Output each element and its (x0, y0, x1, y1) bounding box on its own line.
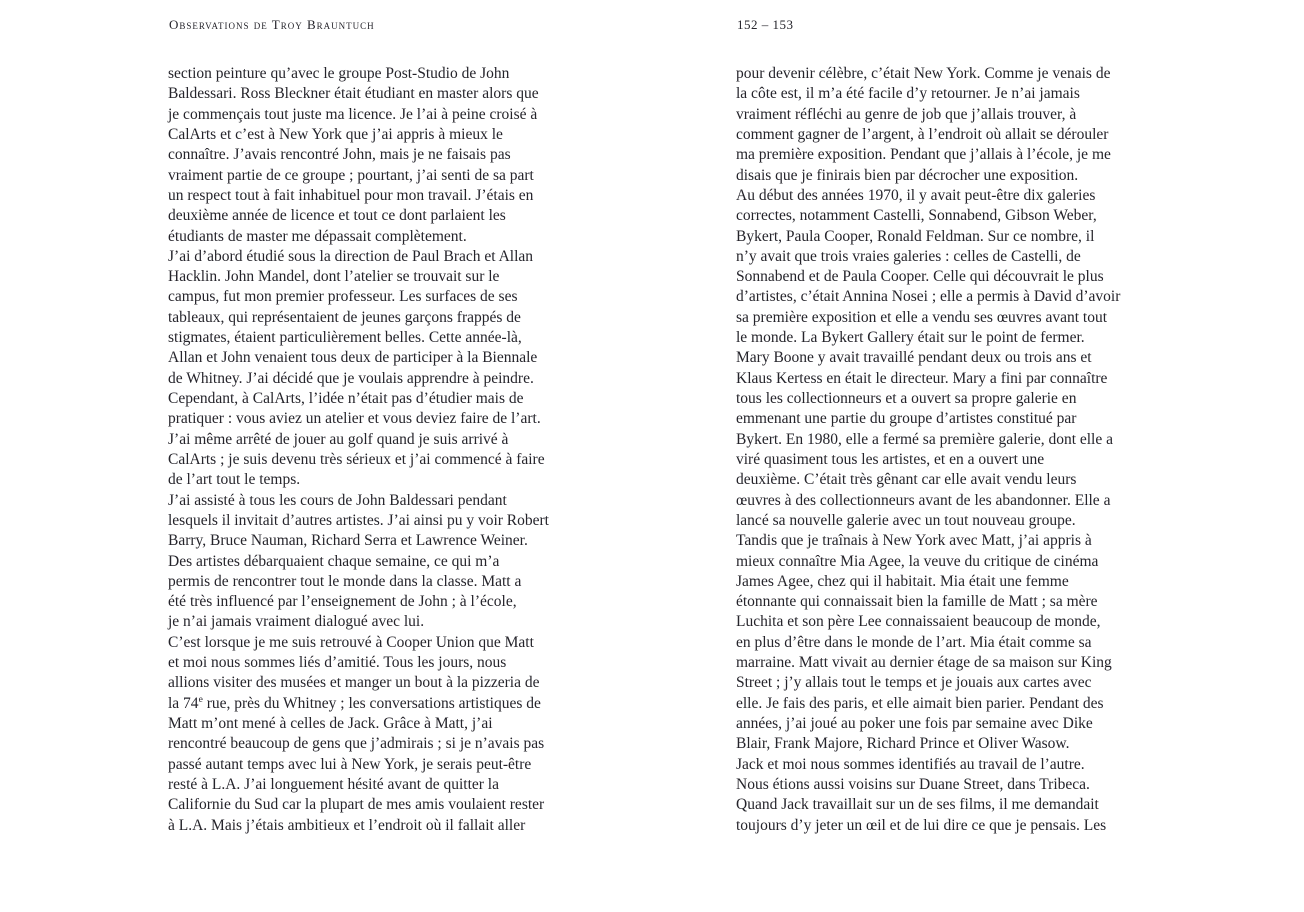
text-line: Bykert. En 1980, elle a fermé sa première galerie, dont elle a (736, 430, 1114, 448)
text-line: Hacklin. John Mandel, dont l’atelier se trouvait sur le (168, 268, 500, 286)
text-line: tableaux, qui représentaient de jeunes garçons frappés de (168, 308, 521, 326)
text-line: Nous étions aussi voisins sur Duane Street, dans Tribeca. (736, 775, 1090, 793)
running-title: Observations de Troy Brauntuch (169, 17, 375, 32)
text-line: Matt m’ont mené à celles de Jack. Grâce à Matt, j’ai (168, 715, 493, 732)
text-line: Blair, Frank Majore, Richard Prince et Oliver Wasow. (736, 735, 1070, 753)
text-line: Cependant, à CalArts, l’idée n’était pas d’étudier mais de (168, 390, 524, 407)
text-line: C’est lorsque je me suis retrouvé à Cooper Union que Matt (168, 633, 534, 651)
text-line: Barry, Bruce Nauman, Richard Serra et Lawrence Weiner. (168, 532, 528, 550)
text-line: CalArts et c’est à New York que j’ai appris à mieux le (168, 125, 503, 143)
text-line: de l’art tout le temps. (168, 471, 301, 489)
text-line: un respect tout à fait inhabituel pour mon travail. J’étais en (168, 186, 534, 204)
text-line: Californie du Sud car la plupart de mes amis voulaient rester (168, 796, 545, 814)
text-line: Mary Boone y avait travaillé pendant deux ou trois ans et (736, 349, 1092, 367)
text-line: passé autant temps avec lui à New York, je serais peut-être (168, 755, 532, 773)
right-text-column (736, 64, 1206, 836)
text-line: Bykert, Paula Cooper, Ronald Feldman. Sur ce nombre, il (736, 227, 1095, 245)
page-numbers: 152 – 153 (737, 17, 794, 32)
text-line: pour devenir célèbre, c’était New York. Comme je venais de (736, 65, 1111, 82)
text-line: stigmates, étaient particulièrement belles. Cette année-là, (168, 329, 522, 347)
text-line: Allan et John venaient tous deux de participer à la Biennale (168, 349, 538, 367)
text-line: je commençais tout juste ma licence. Je l’ai à peine croisé à (168, 105, 538, 123)
text-line: campus, fut mon premier professeur. Les surfaces de ses (168, 288, 518, 306)
text-line: marraine. Matt vivait au dernier étage de sa maison sur King (736, 654, 1112, 672)
text-line: Tandis que je traînais à New York avec Matt, j’ai appris à (736, 532, 1092, 550)
text-line: Jack et moi nous sommes identifiés au travail de l’autre. (736, 755, 1085, 773)
text-line: je n’ai jamais vraiment dialogué avec lui. (168, 613, 425, 631)
text-line: la 74e rue, près du Whitney ; les conversations artistiques de (168, 693, 541, 712)
text-line: n’y avait que trois vraies galeries : celles de Castelli, de (736, 247, 1081, 265)
text-line: resté à L.A. J’ai longuement hésité avant de quitter la (168, 775, 499, 793)
text-line: de Whitney. J’ai décidé que je voulais apprendre à peindre. (168, 369, 534, 387)
text-line: Klaus Kertess en était le directeur. Mary a fini par connaître (736, 369, 1108, 387)
text-line: pratiquer : vous aviez un atelier et vous deviez faire de l’art. (168, 410, 541, 428)
text-line: Street ; j’y allais tout le temps et je jouais aux cartes avec (736, 674, 1092, 692)
text-line: CalArts ; je suis devenu très sérieux et j’ai commencé à faire (168, 450, 545, 468)
text-line: étonnante qui connaissait bien la famille de Matt ; sa mère (736, 593, 1098, 611)
text-line: sa première exposition et elle a vendu ses œuvres avant tout (736, 308, 1108, 326)
text-line: Au début des années 1970, il y avait peut-être dix galeries (736, 186, 1096, 204)
text-line: Des artistes débarquaient chaque semaine, ce qui m’a (168, 552, 500, 570)
text-line: connaître. J’avais rencontré John, mais je ne faisais pas (168, 146, 511, 164)
text-line: deuxième. C’était très gênant car elle avait vendu leurs (736, 471, 1077, 489)
text-line: œuvres à des collectionneurs avant de les abandonner. Elle a (736, 491, 1111, 509)
text-line: en plus d’être dans le monde de l’art. Mia était comme sa (736, 633, 1092, 651)
text-line: Quand Jack travaillait sur un de ses films, il me demandait (736, 796, 1099, 814)
text-line: toujours d’y jeter un œil et de lui dire ce que je pensais. Les (736, 816, 1107, 834)
text-line: vraiment réfléchi au genre de job que j’allais trouver, à (736, 105, 1077, 123)
text-line: correctes, notamment Castelli, Sonnabend, Gibson Weber, (736, 207, 1097, 225)
text-line: allions visiter des musées et manger un bout à la pizzeria de (168, 674, 540, 692)
text-line: d’artistes, c’était Annina Nosei ; elle a permis à David d’avoir (736, 288, 1121, 306)
text-line: J’ai assisté à tous les cours de John Baldessari pendant (168, 491, 507, 509)
text-line: mieux connaître Mia Agee, la veuve du critique de cinéma (736, 552, 1099, 570)
text-line: Baldessari. Ross Bleckner était étudiant en master alors que (168, 85, 539, 103)
text-line: lesquels il invitait d’autres artistes. J’ai ainsi pu y voir Robert (168, 511, 549, 529)
text-line: et moi nous sommes liés d’amitié. Tous les jours, nous (168, 654, 507, 672)
text-line: étudiants de master me dépassait complètement. (168, 227, 467, 245)
text-line: Luchita et son père Lee connaissaient beaucoup de monde, (736, 613, 1101, 631)
text-line: J’ai d’abord étudié sous la direction de Paul Brach et Allan (168, 247, 534, 265)
text-line: viré quasiment tous les artistes, et en a ouvert une (736, 450, 1045, 468)
text-line: le monde. La Bykert Gallery était sur le point de fermer. (736, 329, 1085, 347)
text-line: ma première exposition. Pendant que j’allais à l’école, je me (736, 146, 1111, 164)
text-line: deuxième année de licence et tout ce dont parlaient les (168, 207, 506, 225)
text-line: à L.A. Mais j’étais ambitieux et l’endroit où il fallait aller (168, 816, 526, 834)
text-line: lancé sa nouvelle galerie avec un tout nouveau groupe. (736, 511, 1076, 529)
text-line: elle. Je fais des paris, et elle aimait bien parier. Pendant des (736, 694, 1104, 712)
text-line: été très influencé par l’enseignement de John ; à l’école, (168, 593, 517, 611)
text-line: vraiment partie de ce groupe ; pourtant, j’ai senti de sa part (168, 166, 534, 184)
text-line: années, j’ai joué au poker une fois par semaine avec Dike (736, 715, 1093, 732)
text-line: la côte est, il m’a été facile d’y retourner. Je n’ai jamais (736, 85, 1080, 103)
text-line: disais que je finirais bien par décrocher une exposition. (736, 166, 1079, 184)
text-line: tous les collectionneurs et a ouvert sa propre galerie en (736, 390, 1077, 407)
text-line: Sonnabend et de Paula Cooper. Celle qui découvrait le plus (736, 268, 1104, 286)
text-line: rencontré beaucoup de gens que j’admirais ; si je n’avais pas (168, 735, 545, 753)
text-line: comment gagner de l’argent, à l’endroit où allait se dérouler (736, 125, 1109, 143)
left-text-column (168, 64, 638, 836)
text-line: section peinture qu’avec le groupe Post-Studio de John (168, 65, 510, 82)
text-line: James Agee, chez qui il habitait. Mia était une femme (736, 572, 1069, 590)
text-line: J’ai même arrêté de jouer au golf quand je suis arrivé à (168, 430, 509, 448)
text-line: permis de rencontrer tout le monde dans la classe. Matt a (168, 572, 522, 590)
text-line: emmenant une partie du groupe d’artistes constitué par (736, 410, 1077, 428)
